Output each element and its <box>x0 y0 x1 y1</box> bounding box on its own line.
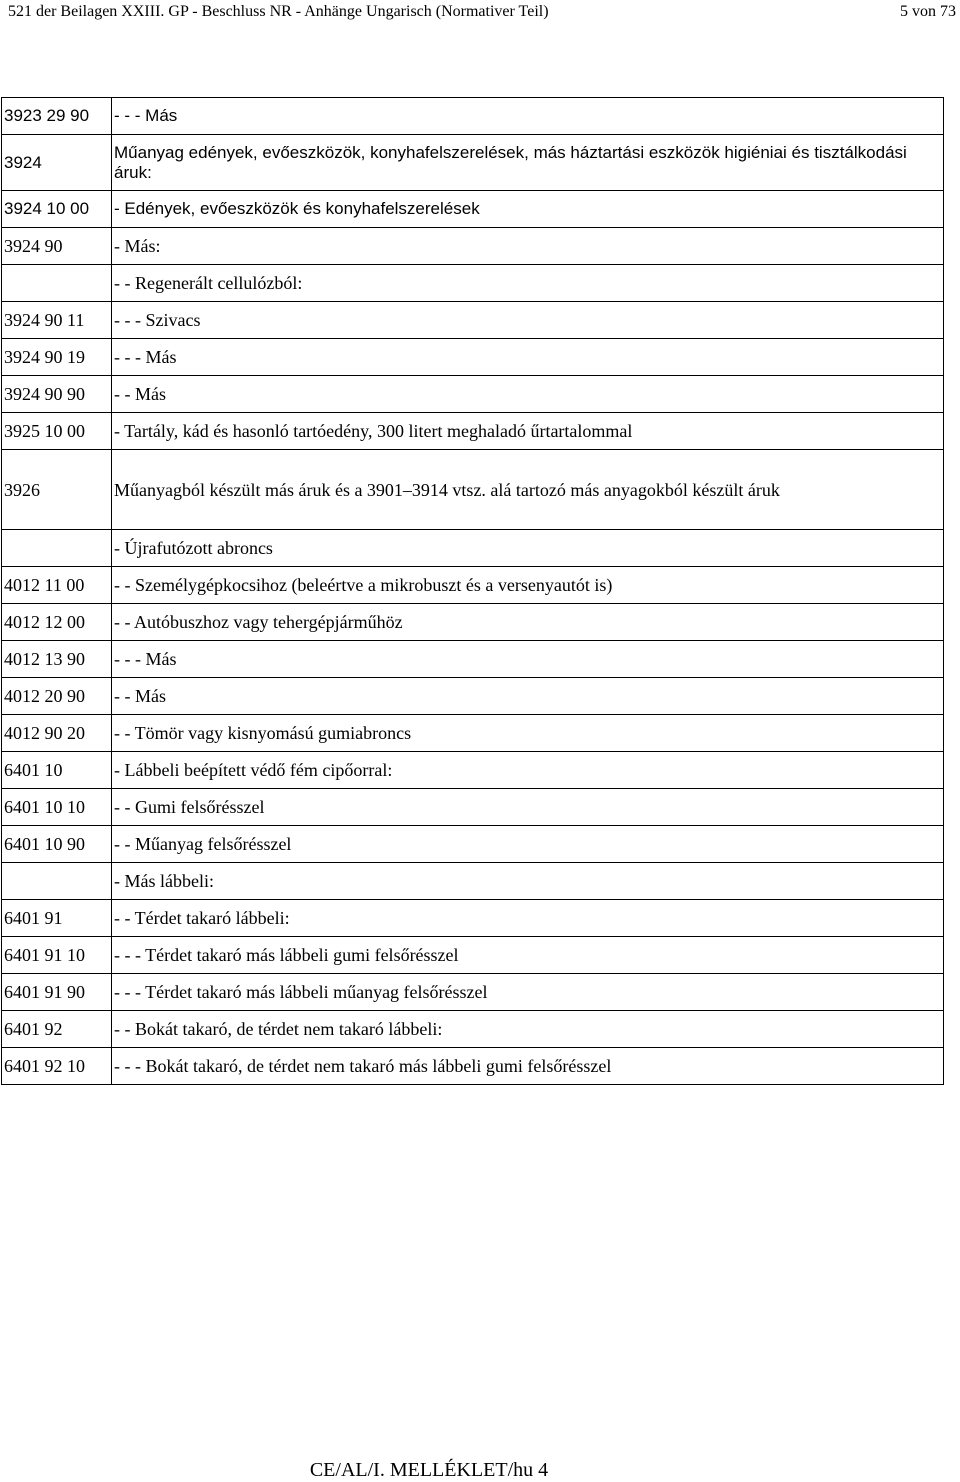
table-row <box>2 265 944 302</box>
table-row <box>2 376 944 413</box>
tariff-description-cell: - Más: <box>112 228 944 265</box>
table-row <box>2 98 944 135</box>
tariff-description-cell: - Lábbeli beépített védő fém cipőorral: <box>112 752 944 789</box>
tariff-code-cell <box>2 265 112 302</box>
tariff-table <box>1 97 944 1085</box>
table-row <box>2 937 944 974</box>
tariff-code-cell: 3924 <box>2 135 112 191</box>
tariff-code-cell: 4012 90 20 <box>2 715 112 752</box>
tariff-description-cell: - - Térdet takaró lábbeli: <box>112 900 944 937</box>
tariff-code-cell: 3925 10 00 <box>2 413 112 450</box>
table-row <box>2 339 944 376</box>
tariff-code-cell: 4012 11 00 <box>2 567 112 604</box>
tariff-description-cell: - - Más <box>112 376 944 413</box>
table-row <box>2 567 944 604</box>
table-row <box>2 1011 944 1048</box>
tariff-description-cell: - Edények, evőeszközök és konyhafelszerelések <box>112 191 944 228</box>
tariff-code-cell <box>2 863 112 900</box>
tariff-description-cell: Műanyagból készült más áruk és a 3901–3914 vtsz. alá tartozó más anyagokból készült áruk <box>112 450 944 530</box>
tariff-code-cell: 3924 10 00 <box>2 191 112 228</box>
tariff-description-cell: - - Tömör vagy kisnyomású gumiabroncs <box>112 715 944 752</box>
tariff-code-cell: 6401 10 10 <box>2 789 112 826</box>
table-row <box>2 678 944 715</box>
tariff-code-cell: 3924 90 19 <box>2 339 112 376</box>
table-row <box>2 715 944 752</box>
header-document-title: 521 der Beilagen XXIII. GP - Beschluss NR - Anhänge Ungarisch (Normativer Teil) <box>8 3 549 20</box>
tariff-description-cell: - - Műanyag felsőrésszel <box>112 826 944 863</box>
tariff-description-cell: - - Regenerált cellulózból: <box>112 265 944 302</box>
table-row <box>2 302 944 339</box>
table-row <box>2 604 944 641</box>
tariff-description-cell: - - - Szivacs <box>112 302 944 339</box>
table-row <box>2 900 944 937</box>
tariff-description-cell: Műanyag edények, evőeszközök, konyhafelszerelések, más háztartási eszközök higiéniai és tisztálkodási áruk: <box>112 135 944 191</box>
table-row <box>2 1048 944 1085</box>
table-row <box>2 135 944 191</box>
table-row <box>2 228 944 265</box>
tariff-description-cell: - - Személygépkocsihoz (beleértve a mikrobuszt és a versenyautót is) <box>112 567 944 604</box>
page-footer <box>0 1459 960 1481</box>
tariff-code-cell <box>2 530 112 567</box>
tariff-code-cell: 4012 12 00 <box>2 604 112 641</box>
tariff-description-cell: - Más lábbeli: <box>112 863 944 900</box>
tariff-description-cell: - - - Bokát takaró, de térdet nem takaró más lábbeli gumi felsőrésszel <box>112 1048 944 1085</box>
tariff-code-cell: 6401 91 10 <box>2 937 112 974</box>
tariff-description-cell: - Újrafutózott abroncs <box>112 530 944 567</box>
table-row <box>2 752 944 789</box>
table-row <box>2 641 944 678</box>
tariff-description-cell: - - Más <box>112 678 944 715</box>
table-row <box>2 863 944 900</box>
table-row <box>2 191 944 228</box>
tariff-code-cell: 6401 92 <box>2 1011 112 1048</box>
table-row <box>2 974 944 1011</box>
tariff-code-cell: 6401 10 <box>2 752 112 789</box>
tariff-description-cell: - - Bokát takaró, de térdet nem takaró lábbeli: <box>112 1011 944 1048</box>
table-row <box>2 450 944 530</box>
tariff-description-cell: - Tartály, kád és hasonló tartóedény, 300 litert meghaladó űrtartalommal <box>112 413 944 450</box>
table-row <box>2 826 944 863</box>
tariff-code-cell: 6401 91 <box>2 900 112 937</box>
tariff-table-body <box>2 98 944 1085</box>
tariff-description-cell: - - - Más <box>112 339 944 376</box>
footer-annex-reference: CE/AL/I. MELLÉKLET/hu 4 <box>309 1459 549 1481</box>
table-row <box>2 413 944 450</box>
tariff-description-cell: - - Autóbuszhoz vagy tehergépjárműhöz <box>112 604 944 641</box>
tariff-code-cell: 3924 90 90 <box>2 376 112 413</box>
tariff-description-cell: - - Gumi felsőrésszel <box>112 789 944 826</box>
tariff-description-cell: - - - Más <box>112 641 944 678</box>
header-page-number: 5 von 73 <box>900 3 956 20</box>
page-header <box>8 2 956 24</box>
tariff-code-cell: 3926 <box>2 450 112 530</box>
tariff-code-cell: 3924 90 11 <box>2 302 112 339</box>
tariff-description-cell: - - - Más <box>112 98 944 135</box>
tariff-code-cell: 6401 92 10 <box>2 1048 112 1085</box>
tariff-description-cell: - - - Térdet takaró más lábbeli gumi felsőrésszel <box>112 937 944 974</box>
table-row <box>2 530 944 567</box>
tariff-description-cell: - - - Térdet takaró más lábbeli műanyag felsőrésszel <box>112 974 944 1011</box>
tariff-code-cell: 6401 10 90 <box>2 826 112 863</box>
tariff-code-cell: 6401 91 90 <box>2 974 112 1011</box>
table-row <box>2 789 944 826</box>
tariff-code-cell: 4012 13 90 <box>2 641 112 678</box>
tariff-code-cell: 3924 90 <box>2 228 112 265</box>
tariff-code-cell: 4012 20 90 <box>2 678 112 715</box>
tariff-code-cell: 3923 29 90 <box>2 98 112 135</box>
